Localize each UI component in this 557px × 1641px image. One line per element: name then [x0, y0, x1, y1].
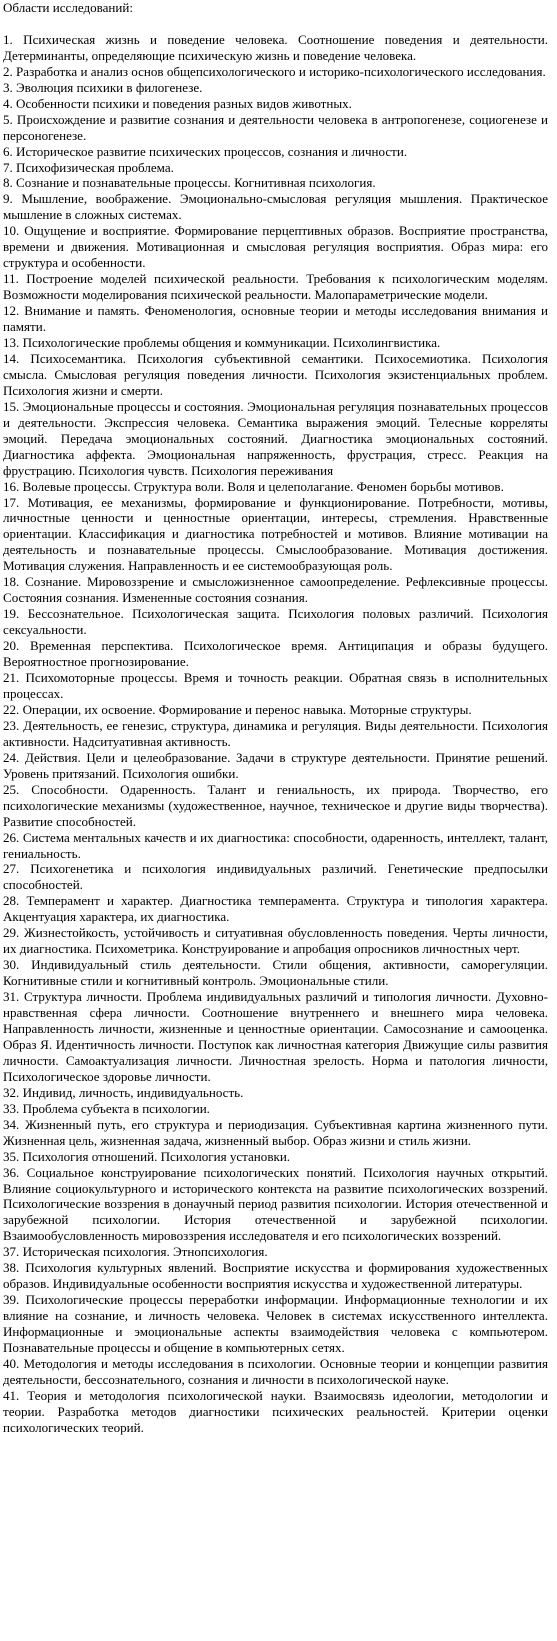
- research-area-item: 21. Психомоторные процессы. Время и точность реакции. Обратная связь в исполнительных процессах.: [3, 670, 548, 701]
- research-area-item: 19. Бессознательное. Психологическая защита. Психология половых различий. Психология сексуальности.: [3, 606, 548, 638]
- research-area-item: 20. Временная перспектива. Психологическое время. Антиципация и образы будущего. Вероятностное прогнозирование.: [3, 638, 548, 670]
- document-page: [3, 0, 548, 1436]
- research-area-item: 25. Способности. Одаренность. Талант и гениальность, их природа. Творчество, его психологические механизмы (художественное, научное, техническое и другие виды творчества). Развитие способностей.: [3, 781, 548, 829]
- research-area-item: 10. Ощущение и восприятие. Формирование перцептивных образов. Восприятие пространства, времени и движения. Мотивационная и смысловая регуляция восприятия. Образ мира: его структура и особенности.: [3, 223, 548, 271]
- research-area-item: 31. Структура личности. Проблема индивидуальных различий и типология личности. Духовно-нравственная сфера личности. Соотношение внутреннего и внешнего мира человека. Направленность личности, жизненные и ценностные ориентации. Самосознание и самооценка. Образ Я. Идентичность личности. Поступок как личностная категория Движущие силы развития личности. Самоактуализация личности. Личностная зрелость. Норма и патология личности, Психологическое здоровье личности.: [3, 989, 548, 1084]
- research-area-item: 12. Внимание и память. Феноменология, основные теории и методы исследования внимания и памяти.: [3, 303, 548, 335]
- research-area-item: 13. Психологические проблемы общения и коммуникации. Психолингвистика.: [3, 335, 441, 350]
- research-area-item: 8. Сознание и познавательные процессы. Когнитивная психология.: [3, 175, 376, 191]
- research-area-item: 28. Темперамент и характер. Диагностика темперамента. Структура и типология характера. Акцентуация характера, их диагностика.: [3, 893, 548, 925]
- research-area-item: 14. Психосемантика. Психология субъективной семантики. Психосемиотика. Психология смысла. Смысловая регуляция поведения личности. Психология экзистенциальных проблем. Психология жизни и смерти.: [3, 350, 548, 398]
- page-title: Области исследований:: [3, 0, 133, 15]
- research-area-item: 36. Социальное конструирование психологических понятий. Психология научных открытий. Влияние социокультурного и исторического контекста на развитие психологических воззрений. Психологические воззрения в донаучный период развития психологии. История отечественной и зарубежной психологии. История отечественной и зарубежной психологии. Взаимообусловленность мировоззрения исследователя и его психологических воззрений.: [3, 1164, 548, 1244]
- research-area-item: 29. Жизнестойкость, устойчивость и ситуативная обусловленность поведения. Черты личности, их диагностика. Психометрика. Конструирование и апробация опросников личностных черт.: [3, 925, 548, 957]
- research-area-item: 15. Эмоциональные процессы и состояния. Эмоциональная регуляция познавательных процессов и деятельности. Экспрессия человека. Семантика выражения эмоций. Телесные корреляты эмоций. Передача эмоциональных состояний. Диагностика эмоциональных состояний. Диагностика аффекта. Эмоциональная напряженность, фрустрация, стресс. Реакция на фрустрацию. Психология чувств. Психология переживания: [3, 398, 548, 478]
- research-area-item: 5. Происхождение и развитие сознания и деятельности человека в антропогенезе, социогенезе и персоногенезе.: [3, 111, 548, 143]
- research-area-item: 2. Разработка и анализ основ общепсихологического и историко-психологического исследования.: [3, 63, 546, 79]
- research-area-item: 4. Особенности психики и поведения разных видов животных.: [3, 95, 352, 111]
- research-area-item: 39. Психологические процессы переработки информации. Информационные технологии и их влияние на сознание, и личность человека. Человек в системах искусственного интеллекта. Информационные и эмоциональные аспекты взаимодействия человека с компьютером. Познавательные процессы и общение в компьютерных сетях.: [3, 1292, 548, 1356]
- research-area-item: 32. Индивид, личность, индивидуальность.: [3, 1084, 244, 1100]
- research-area-item: 38. Психология культурных явлений. Восприятие искусства и формирования художественных образов. Индивидуальные особенности восприятия искусства и художественной литературы.: [3, 1260, 548, 1292]
- research-area-item: 30. Индивидуальный стиль деятельности. Стили общения, активности, саморегуляции. Когнитивные стили и когнитивный контроль. Эмоциональные стили.: [3, 957, 548, 989]
- research-area-item: 33. Проблема субъекта в психологии.: [3, 1100, 210, 1116]
- research-area-item: 16. Волевые процессы. Структура воли. Воля и целеполагание. Феномен борьбы мотивов.: [3, 478, 504, 494]
- research-area-item: 41. Теория и методология психологической науки. Взаимосвязь идеологии, методологии и теории. Разработка методов диагностики психических реальностей. Критерии оценки психологических теорий.: [3, 1387, 548, 1435]
- research-area-item: 37. Историческая психология. Этнопсихология.: [3, 1244, 268, 1260]
- research-area-item: 23. Деятельность, ее генезис, структура, динамика и регуляция. Виды деятельности. Психология активности. Надситуативная активность.: [3, 717, 548, 749]
- research-area-item: 6. Историческое развитие психических процессов, сознания и личности.: [3, 143, 408, 159]
- research-area-item: 40. Методология и методы исследования в психологии. Основные теории и концепции развития деятельности, бессознательного, сознания и личности в психологической науке.: [3, 1356, 548, 1387]
- research-area-item: 27. Психогенетика и психология индивидуальных различий. Генетические предпосылки способностей.: [3, 861, 548, 893]
- research-area-item: 24. Действия. Цели и целеобразование. Задачи в структуре деятельности. Принятие решений. Уровень притязаний. Психология ошибки.: [3, 749, 548, 781]
- research-area-item: 7. Психофизическая проблема.: [3, 159, 174, 175]
- research-area-item: 1. Психическая жизнь и поведение человека. Соотношение поведения и деятельности. Детерминанты, определяющие психическую жизнь и поведение человека.: [3, 31, 548, 63]
- research-area-item: 3. Эволюция психики в филогенезе.: [3, 79, 203, 95]
- research-area-item: 18. Сознание. Мировоззрение и смысложизненное самоопределение. Рефлексивные процессы. Состояния сознания. Измененные состояния сознания.: [3, 574, 548, 606]
- research-area-item: 9. Мышление, воображение. Эмоционально-смысловая регуляция мышления. Практическое мышление в сложных системах.: [3, 191, 548, 223]
- research-area-item: 22. Операции, их освоение. Формирование и перенос навыка. Моторные структуры.: [3, 701, 472, 717]
- research-area-item: 17. Мотивация, ее механизмы, формирование и функционирование. Потребности, мотивы, личностные ценности и ценностные ориентации, интересы, стремления. Нравственные ориентации. Классификация и диагностика потребностей и мотивов. Влияние мотивации на деятельность и познавательные процессы. Смыслообразование. Мотивация достижения. Мотивация служения. Направленность и ее системообразующая роль.: [3, 494, 548, 574]
- research-area-item: 11. Построение моделей психической реальности. Требования к психологическим моделям. Возможности моделирования психической реальности. Малопараметрические модели.: [3, 271, 548, 303]
- research-area-item: 26. Система ментальных качеств и их диагностика: способности, одаренность, интеллект, талант, гениальность.: [3, 829, 548, 861]
- research-area-item: 35. Психология отношений. Психология установки.: [3, 1148, 291, 1164]
- research-areas-list: [3, 32, 548, 1436]
- research-area-item: 34. Жизненный путь, его структура и периодизация. Субъективная картина жизненного пути. Жизненная цель, жизненная задача, жизненный выбор. Образ жизни и стиль жизни.: [3, 1116, 548, 1148]
